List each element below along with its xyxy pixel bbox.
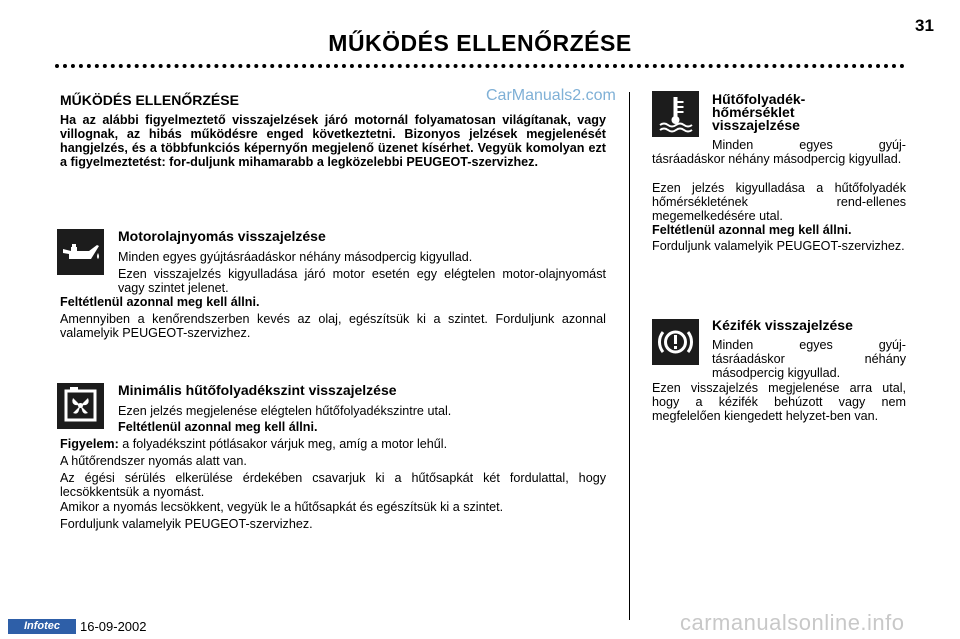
coolant-level-text-5: Forduljunk valamelyik PEUGEOT-szervizhez. — [60, 517, 313, 531]
handbrake-text-1b: tásráadáskor néhány — [712, 352, 906, 366]
handbrake-icon — [652, 319, 699, 365]
coolant-temp-warning: Feltétlenül azonnal meg kell állni. — [652, 223, 852, 237]
coolant-tank-icon — [57, 383, 104, 429]
coolant-temperature-icon — [652, 91, 699, 137]
intro-text: Ha az alábbi figyelmeztető visszajelzések járó motornál folyamatosan világítanak, vagy villognak, az hibás működésre enged következtetni. Bizonyos jelzések megjelenését hangjelzés, és a többfunkciós képernyőn megjelenő üzenet kísérhet. Vegyük komolyan ezt a figyelmeztetést: for-duljunk mihamarabb a legközelebbi PEUGEOT-szervizhez. — [60, 113, 606, 169]
handbrake-text-2: Ezen visszajelzés megjelenése arra utal, hogy a kézifék behúzott vagy nem megfelelően kiengedett helyzet-ben van. — [652, 381, 906, 423]
watermark-top[interactable]: CarManuals2.com — [486, 87, 616, 104]
page-title: MŰKÖDÉS ELLENŐRZÉSE — [328, 30, 632, 56]
coolant-temp-text-2: Ezen jelzés kigyulladása a hűtőfolyadék hőmérsékletének rend-ellenes megemelkedésére utal. — [652, 181, 906, 223]
page-number: 31 — [915, 16, 934, 35]
coolant-temp-heading-3: visszajelzése — [712, 117, 800, 133]
oil-text-2: Ezen visszajelzés kigyulladása járó motor esetén egy elégtelen motor-olajnyomást vagy szintet jelenet. — [118, 267, 606, 295]
intro-heading: MŰKÖDÉS ELLENŐRZÉSE — [60, 92, 239, 108]
note-label: Figyelem: — [60, 437, 119, 451]
coolant-level-warning: Feltétlenül azonnal meg kell állni. — [118, 420, 318, 434]
coolant-level-text-1: Ezen jelzés megjelenése elégtelen hűtőfolyadékszintre utal. — [118, 404, 452, 418]
watermark-bottom[interactable]: carmanualsonline.info — [680, 610, 905, 635]
handbrake-text-1c: másodpercig kigyullad. — [712, 366, 841, 380]
oil-heading: Motorolajnyomás visszajelzése — [118, 228, 326, 244]
oil-text-3: Amennyiben a kenőrendszerben kevés az olaj, egészítsük ki a szintet. Forduljunk azonnal valamelyik PEUGEOT-szervizhez. — [60, 312, 606, 340]
coolant-level-note — [60, 437, 606, 451]
infotec-badge: Infotec — [8, 619, 76, 634]
handbrake-text-1a: Minden egyes gyúj- — [712, 338, 906, 352]
oil-can-icon — [57, 229, 104, 275]
coolant-level-heading: Minimális hűtőfolyadékszint visszajelzése — [118, 382, 397, 398]
note-text: a folyadékszint pótlásakor várjuk meg, amíg a motor lehűl. — [122, 437, 448, 451]
coolant-temp-text-1b: tásráadáskor néhány másodpercig kigyullad. — [652, 152, 902, 166]
coolant-level-text-3: Az égési sérülés elkerülése érdekében csavarjuk ki a hűtősapkát két fordulattal, hogy lecsökkentsük a nyomást. — [60, 471, 606, 499]
dotted-rule — [55, 64, 905, 68]
oil-warning: Feltétlenül azonnal meg kell állni. — [60, 295, 260, 309]
oil-text-1: Minden egyes gyújtásráadáskor néhány másodpercig kigyullad. — [118, 250, 473, 264]
footer-date: 16-09-2002 — [80, 619, 147, 634]
handbrake-heading: Kézifék visszajelzése — [712, 317, 853, 333]
coolant-level-text-2: A hűtőrendszer nyomás alatt van. — [60, 454, 247, 468]
coolant-temp-heading-1: Hűtőfolyadék- — [712, 91, 806, 107]
coolant-temp-text-1a: Minden egyes gyúj- — [712, 138, 906, 152]
coolant-temp-heading-2: hőmérséklet — [712, 104, 795, 120]
coolant-temp-text-3: Forduljunk valamelyik PEUGEOT-szervizhez. — [652, 239, 905, 253]
column-divider — [629, 92, 630, 620]
coolant-level-text-4: Amikor a nyomás lecsökkent, vegyük le a hűtősapkát és egészítsük ki a szintet. — [60, 500, 504, 514]
